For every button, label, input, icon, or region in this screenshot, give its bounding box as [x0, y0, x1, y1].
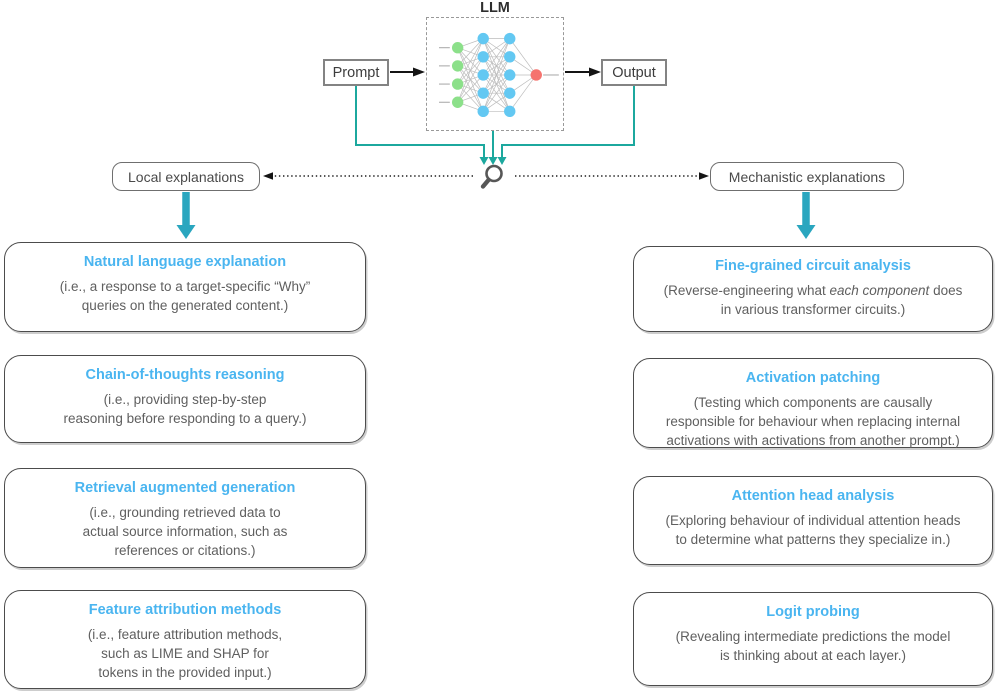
method-body-line: (Reverse-engineering what each component does	[663, 283, 963, 298]
method-box	[4, 468, 366, 568]
prompt-label: Prompt	[332, 64, 380, 81]
method-title: Fine-grained circuit analysis	[715, 258, 911, 274]
method-body-line: (i.e., a response to a target-specific “Why”	[59, 279, 311, 294]
method-box	[633, 246, 993, 332]
method-body-line: to determine what patterns they specialize in.)	[675, 532, 951, 547]
method-body-line: queries on the generated content.)	[81, 298, 289, 313]
method-body	[634, 393, 992, 450]
method-body	[634, 511, 992, 549]
method-body-line: references or citations.)	[114, 543, 256, 558]
method-body	[5, 390, 365, 428]
method-body-line: in various transformer circuits.)	[720, 302, 906, 317]
method-body-line: actual source information, such as	[82, 524, 288, 539]
magnifier-icon	[483, 166, 502, 187]
method-body-line: (i.e., providing step-by-step	[103, 392, 267, 407]
method-body-line: tokens in the provided input.)	[98, 665, 272, 680]
prompt-to-llm-arrow	[390, 68, 425, 77]
method-body-line: activations with activations from another prompt.)	[666, 433, 960, 448]
method-title: Chain-of-thoughts reasoning	[85, 367, 285, 383]
method-box	[633, 476, 993, 565]
method-box	[633, 592, 993, 686]
method-box	[4, 242, 366, 332]
output-label: Output	[612, 64, 656, 81]
method-body-line: (Testing which components are causally	[693, 395, 933, 410]
local-explanations-column	[4, 0, 366, 691]
method-box	[4, 355, 366, 443]
method-body-line: responsible for behaviour when replacing internal	[665, 414, 961, 429]
method-body-line: is thinking about at each layer.)	[719, 648, 907, 663]
local-explanations-label: Local explanations	[112, 162, 260, 191]
method-body-line: (Revealing intermediate predictions the model	[675, 629, 951, 644]
method-body-line: (i.e., grounding retrieved data to	[89, 505, 281, 520]
method-title: Attention head analysis	[731, 488, 895, 504]
mechanistic-explanations-column	[633, 0, 993, 691]
method-title: Activation patching	[745, 370, 881, 386]
method-body-line: such as LIME and SHAP for	[101, 646, 269, 661]
method-body-line: reasoning before responding to a query.)	[63, 411, 307, 426]
method-body-line: (Exploring behaviour of individual attention heads	[665, 513, 961, 528]
llm-to-output-arrow	[565, 68, 601, 77]
method-body	[5, 503, 365, 560]
method-box	[633, 358, 993, 448]
method-body	[5, 277, 365, 315]
method-box	[4, 590, 366, 689]
mechanistic-explanations-label: Mechanistic explanations	[710, 162, 904, 191]
method-title: Logit probing	[766, 604, 860, 620]
llm-label: LLM	[480, 0, 510, 16]
method-body-line: (i.e., feature attribution methods,	[87, 627, 283, 642]
method-body	[634, 627, 992, 665]
method-title: Natural language explanation	[83, 254, 287, 270]
llm-to-magnifier-line	[489, 131, 498, 165]
method-title: Retrieval augmented generation	[74, 480, 296, 496]
neural-network-icon	[427, 18, 563, 130]
method-title: Feature attribution methods	[88, 602, 282, 618]
llm-model-box	[426, 17, 564, 131]
method-body	[634, 281, 992, 319]
method-body	[5, 625, 365, 682]
